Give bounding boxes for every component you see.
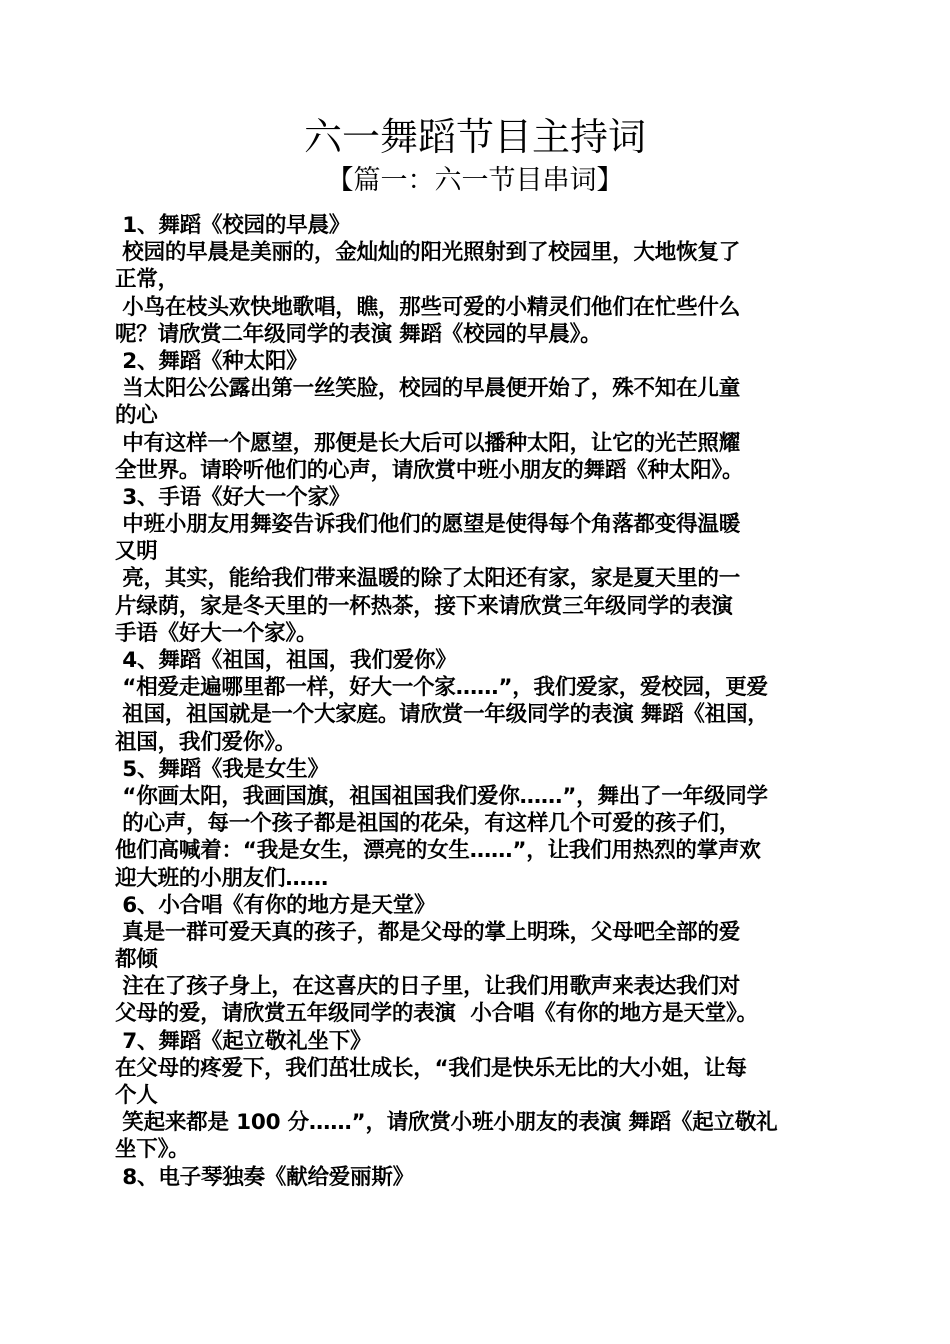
text-line: 祖国，我们爱你》。 bbox=[115, 729, 296, 755]
text-line: 笑起来都是 100 分……”，请欣赏小班小朋友的表演 舞蹈《起立敬礼 bbox=[115, 1110, 778, 1136]
document-subtitle: 【篇一：六一节目串词】 bbox=[326, 165, 624, 196]
text-line: “相爱走遍哪里都一样，好大一个家……”，我们爱家，爱校园，更爱 bbox=[115, 675, 768, 701]
text-line: 5、舞蹈《我是女生》 bbox=[115, 756, 329, 782]
text-line: 4、舞蹈《祖国，祖国，我们爱你》 bbox=[115, 648, 457, 673]
text-line: 2、舞蹈《种太阳》 bbox=[115, 348, 308, 374]
text-line: 1、舞蹈《校园的早晨》 bbox=[115, 213, 351, 238]
text-line: 真是一群可爱天真的孩子，都是父母的掌上明珠，父母吧全部的爱 bbox=[115, 919, 740, 945]
text-line: “你画太阳，我画国旗，祖国祖国我们爱你……”，舞出了一年级同学 bbox=[115, 783, 768, 809]
text-line: 校园的早晨是美丽的，金灿灿的阳光照射到了校园里，大地恢复了 bbox=[115, 240, 740, 266]
text-line: 3、手语《好大一个家》 bbox=[115, 484, 351, 510]
text-line: 都倾 bbox=[115, 947, 158, 973]
text-line: 呢？请欣赏二年级同学的表演 舞蹈《校园的早晨》。 bbox=[115, 321, 602, 347]
text-line: 父母的爱，请欣赏五年级同学的表演 小合唱《有你的地方是天堂》。 bbox=[115, 1001, 758, 1027]
text-line: 祖国，祖国就是一个大家庭。请欣赏一年级同学的表演 舞蹈《祖国， bbox=[115, 702, 769, 728]
text-line: 当太阳公公露出第一丝笑脸，校园的早晨便开始了，殊不知在儿童 bbox=[115, 376, 740, 402]
text-line: 片绿荫，家是冬天里的一杯热茶，接下来请欣赏三年级同学的表演 bbox=[115, 593, 733, 619]
document-title: 六一舞蹈节目主持词 bbox=[303, 115, 646, 159]
text-line: 8、电子琴独奏《献给爱丽斯》 bbox=[115, 1164, 414, 1190]
text-line: 又明 bbox=[115, 539, 158, 565]
text-line: 坐下》。 bbox=[115, 1137, 190, 1163]
text-line: 中有这样一个愿望，那便是长大后可以播种太阳，让它的光芒照耀 bbox=[115, 430, 740, 456]
text-line: 手语《好大一个家》。 bbox=[115, 620, 318, 646]
text-line: 中班小朋友用舞姿告诉我们他们的愿望是使得每个角落都变得温暖 bbox=[115, 512, 740, 538]
text-line: 他们高喊着：“我是女生，漂亮的女生……”，让我们用热烈的掌声欢 bbox=[115, 838, 761, 864]
text-line: 小鸟在枝头欢快地歌唱，瞧，那些可爱的小精灵们他们在忙些什么 bbox=[115, 294, 740, 320]
text-line: 的心声，每一个孩子都是祖国的花朵，有这样几个可爱的孩子们， bbox=[115, 811, 740, 837]
document-body bbox=[115, 212, 845, 1191]
text-line: 全世界。请聆听他们的心声，请欣赏中班小朋友的舞蹈《种太阳》。 bbox=[115, 457, 744, 483]
text-line: 迎大班的小朋友们…… bbox=[115, 865, 329, 891]
text-line: 在父母的疼爱下，我们茁壮成长，“我们是快乐无比的大小姐，让每 bbox=[115, 1055, 747, 1081]
text-line: 正常， bbox=[115, 267, 179, 293]
text-line: 6、小合唱《有你的地方是天堂》 bbox=[115, 892, 436, 918]
text-line: 7、舞蹈《起立敬礼坐下》 bbox=[115, 1028, 372, 1054]
text-line: 注在了孩子身上，在这喜庆的日子里，让我们用歌声来表达我们对 bbox=[115, 974, 740, 1000]
text-line: 亮，其实，能给我们带来温暖的除了太阳还有家，家是夏天里的一 bbox=[115, 566, 740, 592]
text-line: 的心 bbox=[115, 403, 158, 429]
text-line: 个人 bbox=[115, 1083, 158, 1108]
